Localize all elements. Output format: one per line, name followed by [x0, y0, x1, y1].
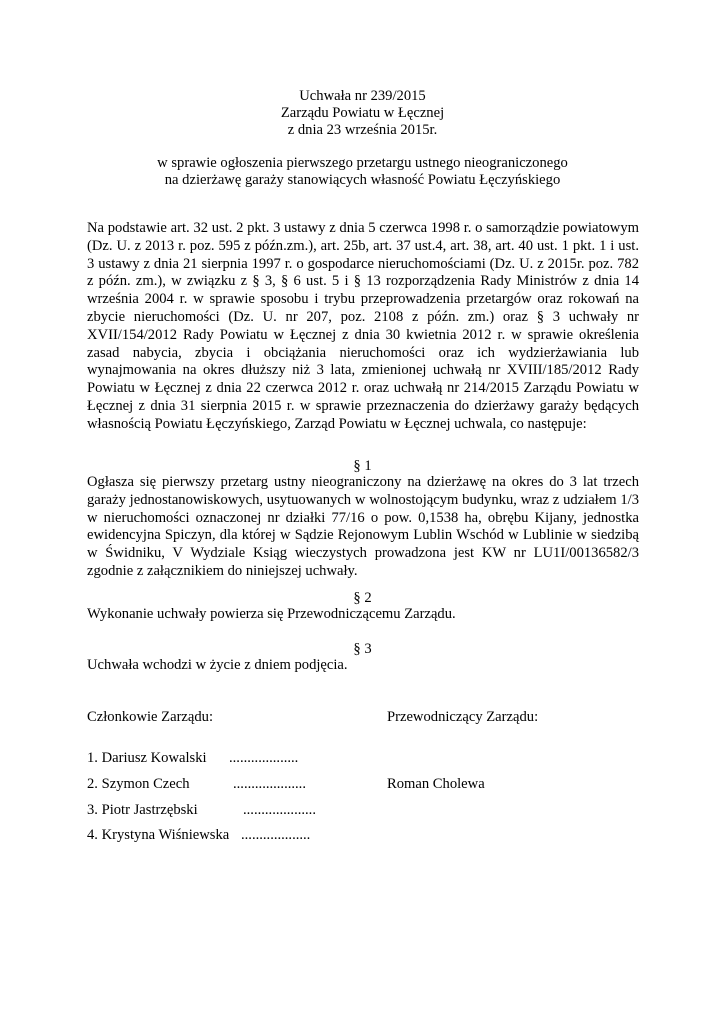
signature-line: .................... [233, 776, 306, 792]
board-member-name: 2. Szymon Czech [87, 776, 190, 792]
resolution-header [0, 88, 725, 139]
resolution-date: z dnia 23 września 2015r. [287, 122, 438, 138]
chairman-label: Przewodniczący Zarządu: [387, 709, 539, 725]
signature-line: ................... [229, 750, 299, 766]
section-2-text: Wykonanie uchwały powierza się Przewodniczącemu Zarządu. [87, 606, 456, 622]
signature-line: .................... [243, 802, 316, 818]
board-member-name: 4. Krystyna Wiśniewska [87, 827, 230, 843]
chairman-name: Roman Cholewa [387, 776, 485, 792]
signature-line: ................... [241, 827, 311, 843]
section-2-sign: § 2 [353, 590, 372, 606]
section-3-text: Uchwała wchodzi w życie z dniem podjęcia. [87, 657, 348, 673]
section-1-text: Ogłasza się pierwszy przetarg ustny nieograniczony na dzierżawę na okres do 3 lat trzech garaży jednostanowiskowych, usytuowanych w wolnostojącym budynku, wraz z udziałem 1/3 w nieruchomości oznaczonej nr działki 77/16 o pow. 0,1538 ha, obrębu Kijany, jednostka ewidencyjna Spiczyn, dla której w Sądzie Rejonowym Lublin Wschód w Lublinie w siedzibą w Świdniku, V Wydziale Ksiąg wieczystych prowadzona jest KW nr LU1I/00136582/3 zgodnie z załącznikiem do niniejszej uchwały. [87, 474, 639, 579]
board-members-label: Członkowie Zarządu: [87, 709, 214, 725]
issuing-body: Zarządu Powiatu w Łęcznej [280, 105, 445, 121]
subject-line-2: na dzierżawę garaży stanowiących własność Powiatu Łęczyńskiego [164, 172, 561, 188]
legal-basis-paragraph: Na podstawie art. 32 ust. 2 pkt. 3 ustawy z dnia 5 czerwca 1998 r. o samorządzie powiatowym (Dz. U. z 2013 r. poz. 595 z późn.zm.), art. 25b, art. 37 ust.4, art. 38, art. 40 ust. 1 pkt. 1 i ust. 3 ustawy z dnia 21 sierpnia 1997 r. o gospodarce nieruchomościami (Dz. U. z 2015r. poz. 782 z późn. zm.), w związku z § 3, § 6 ust. 5 i § 13 rozporządzenia Rady Ministrów z dnia 14 września 2004 r. w sprawie sposobu i trybu przeprowadzenia przetargów oraz rokowań na zbycie nieruchomości (Dz. U. nr 207, poz. 2108 z późn. zm.) oraz § 3 uchwały nr XVII/154/2012 Rady Powiatu w Łęcznej z dnia 30 kwietnia 2012 r. w sprawie określenia zasad nabycia, zbycia i obciążania nieruchomości oraz ich wydzierżawiania lub wynajmowania na okres dłuższy niż 3 lata, zmienionej uchwałą nr XVIII/185/2012 Rady Powiatu w Łęcznej z dnia 22 czerwca 2012 r. oraz uchwałą nr 214/2015 Zarządu Powiatu w Łęcznej z dnia 31 sierpnia 2015 r. w sprawie przeznaczenia do dzierżawy garaży będących własnością Powiatu Łęczyńskiego, Zarząd Powiatu w Łęcznej uchwala, co następuje: [87, 220, 639, 432]
resolution-subject [0, 155, 725, 189]
section-1-sign: § 1 [353, 458, 372, 474]
section-3-sign: § 3 [353, 641, 372, 657]
board-member-name: 3. Piotr Jastrzębski [87, 802, 198, 818]
board-member-name: 1. Dariusz Kowalski [87, 750, 207, 766]
subject-line-1: w sprawie ogłoszenia pierwszego przetargu ustnego nieograniczonego [157, 155, 568, 171]
resolution-number: Uchwała nr 239/2015 [299, 88, 426, 104]
